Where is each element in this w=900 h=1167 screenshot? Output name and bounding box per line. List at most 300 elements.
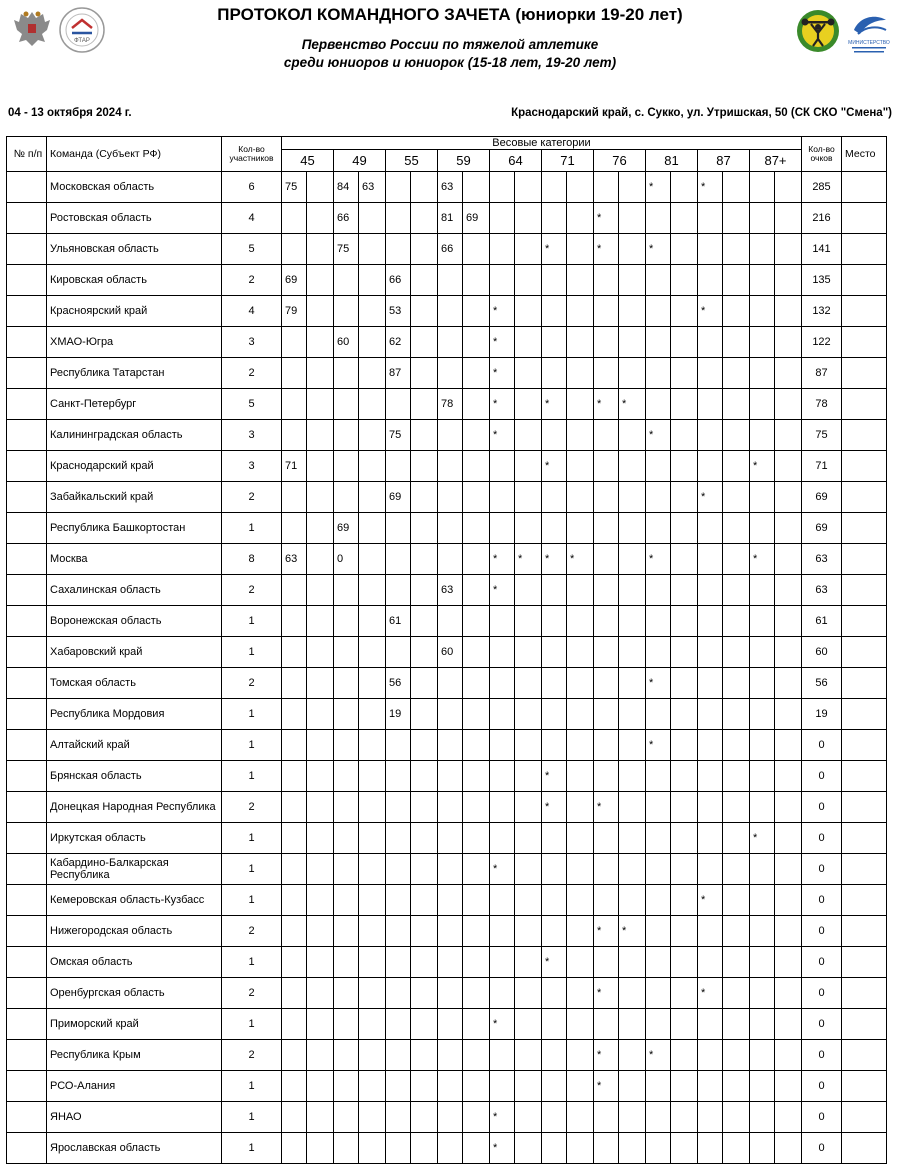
score-cell: 75 [282, 172, 307, 203]
score-cell [567, 203, 594, 234]
score-cell [282, 1071, 307, 1102]
score-cell [750, 730, 775, 761]
score-cell [359, 358, 386, 389]
score-cell [490, 265, 515, 296]
score-cell [698, 575, 723, 606]
score-cell [463, 1009, 490, 1040]
score-cell [463, 172, 490, 203]
participants-cell: 5 [222, 389, 282, 420]
row-number-cell [7, 947, 47, 978]
score-cell [567, 296, 594, 327]
score-cell [463, 358, 490, 389]
score-cell: 62 [386, 327, 411, 358]
header-number: № п/п [7, 137, 47, 172]
participants-cell: 1 [222, 947, 282, 978]
score-cell [359, 854, 386, 885]
score-cell: * [542, 544, 567, 575]
table-row [7, 203, 887, 234]
team-name-cell: Ярославская область [47, 1133, 222, 1164]
score-cell: 75 [334, 234, 359, 265]
score-cell [594, 885, 619, 916]
participants-cell: 1 [222, 1102, 282, 1133]
score-cell [594, 606, 619, 637]
competition-venue: Краснодарский край, с. Сукко, ул. Утришская, 50 (СК СКО "Смена") [511, 107, 892, 119]
score-cell [411, 234, 438, 265]
score-cell [307, 389, 334, 420]
table-row [7, 823, 887, 854]
score-cell [515, 1009, 542, 1040]
score-cell [490, 1071, 515, 1102]
score-cell [334, 358, 359, 389]
score-cell [750, 203, 775, 234]
total-points-cell: 135 [802, 265, 842, 296]
place-cell [842, 730, 887, 761]
score-cell [542, 668, 567, 699]
participants-cell: 4 [222, 203, 282, 234]
score-cell [411, 792, 438, 823]
subtitle-championship: Первенство России по тяжелой атлетике [301, 37, 599, 52]
score-cell [463, 296, 490, 327]
score-cell: * [646, 234, 671, 265]
score-cell [775, 203, 802, 234]
score-cell [307, 1102, 334, 1133]
score-cell: * [646, 668, 671, 699]
score-cell: * [646, 1040, 671, 1071]
weight-category-header: 87+ [750, 150, 802, 172]
score-cell: * [646, 730, 671, 761]
score-cell [359, 327, 386, 358]
federation-logo-text: ФТАР [74, 38, 90, 44]
score-cell [671, 947, 698, 978]
table-row [7, 606, 887, 637]
header-points: Кол-во очков [802, 137, 842, 172]
score-cell [671, 296, 698, 327]
score-cell: * [490, 1133, 515, 1164]
score-cell [334, 389, 359, 420]
score-cell [698, 1102, 723, 1133]
row-number-cell [7, 296, 47, 327]
score-cell [411, 823, 438, 854]
score-cell [619, 1102, 646, 1133]
score-cell [698, 730, 723, 761]
score-cell [438, 1102, 463, 1133]
total-points-cell: 69 [802, 482, 842, 513]
place-cell [842, 234, 887, 265]
score-cell [463, 823, 490, 854]
score-cell [542, 699, 567, 730]
row-number-cell [7, 327, 47, 358]
score-cell [594, 947, 619, 978]
score-cell: 78 [438, 389, 463, 420]
score-cell [359, 761, 386, 792]
score-cell [619, 172, 646, 203]
total-points-cell: 141 [802, 234, 842, 265]
score-cell [438, 1071, 463, 1102]
score-cell [723, 1133, 750, 1164]
score-cell: 19 [386, 699, 411, 730]
score-cell: * [619, 916, 646, 947]
table-row [7, 544, 887, 575]
score-cell [334, 451, 359, 482]
team-name-cell: Приморский край [47, 1009, 222, 1040]
score-cell [386, 1133, 411, 1164]
score-cell [282, 1009, 307, 1040]
team-name-cell: РСО-Алания [47, 1071, 222, 1102]
score-cell [515, 513, 542, 544]
weight-category-header: 76 [594, 150, 646, 172]
score-cell [567, 916, 594, 947]
score-cell [594, 699, 619, 730]
score-cell [750, 1133, 775, 1164]
score-cell [567, 823, 594, 854]
score-cell [775, 575, 802, 606]
participants-cell: 1 [222, 730, 282, 761]
row-number-cell [7, 606, 47, 637]
participants-cell: 2 [222, 916, 282, 947]
total-points-cell: 78 [802, 389, 842, 420]
score-cell [750, 234, 775, 265]
score-cell [542, 1071, 567, 1102]
score-cell [698, 358, 723, 389]
score-cell: 60 [334, 327, 359, 358]
score-cell [775, 947, 802, 978]
score-cell [646, 1133, 671, 1164]
score-cell [386, 172, 411, 203]
score-cell [542, 885, 567, 916]
score-cell [490, 203, 515, 234]
score-cell [411, 916, 438, 947]
score-cell: 87 [386, 358, 411, 389]
score-cell [411, 699, 438, 730]
team-name-cell: Краснодарский край [47, 451, 222, 482]
score-cell [698, 544, 723, 575]
score-cell [359, 1040, 386, 1071]
table-row [7, 1071, 887, 1102]
score-cell: 79 [282, 296, 307, 327]
score-cell [671, 885, 698, 916]
score-cell [282, 854, 307, 885]
place-cell [842, 575, 887, 606]
score-cell [698, 265, 723, 296]
score-cell [359, 668, 386, 699]
score-cell [750, 668, 775, 699]
table-row [7, 792, 887, 823]
score-cell [723, 637, 750, 668]
score-cell [438, 854, 463, 885]
total-points-cell: 56 [802, 668, 842, 699]
score-cell [567, 1040, 594, 1071]
score-cell [515, 978, 542, 1009]
score-cell: 69 [334, 513, 359, 544]
score-cell [594, 513, 619, 544]
score-cell [775, 699, 802, 730]
row-number-cell [7, 451, 47, 482]
score-cell [542, 265, 567, 296]
place-cell [842, 668, 887, 699]
team-name-cell: ХМАО-Югра [47, 327, 222, 358]
score-cell [334, 947, 359, 978]
score-cell [723, 823, 750, 854]
score-cell [594, 823, 619, 854]
score-cell [463, 668, 490, 699]
score-cell [386, 1040, 411, 1071]
score-cell [542, 327, 567, 358]
score-cell [698, 1009, 723, 1040]
score-cell [334, 854, 359, 885]
score-cell [750, 172, 775, 203]
score-cell [723, 265, 750, 296]
score-cell [698, 668, 723, 699]
score-cell [698, 637, 723, 668]
score-cell [282, 668, 307, 699]
score-cell [723, 761, 750, 792]
team-name-cell: Республика Мордовия [47, 699, 222, 730]
score-cell: * [698, 978, 723, 1009]
score-cell [671, 513, 698, 544]
participants-cell: 1 [222, 885, 282, 916]
score-cell [334, 606, 359, 637]
score-cell [775, 637, 802, 668]
table-row [7, 296, 887, 327]
score-cell [671, 854, 698, 885]
score-cell [723, 451, 750, 482]
score-cell [567, 1133, 594, 1164]
score-cell [411, 885, 438, 916]
score-cell: 61 [386, 606, 411, 637]
score-cell [386, 451, 411, 482]
score-cell [750, 389, 775, 420]
score-cell [282, 234, 307, 265]
score-cell [334, 1009, 359, 1040]
participants-cell: 3 [222, 451, 282, 482]
participants-cell: 2 [222, 978, 282, 1009]
total-points-cell: 63 [802, 575, 842, 606]
score-cell [282, 792, 307, 823]
score-cell [619, 296, 646, 327]
score-cell [334, 420, 359, 451]
score-cell [463, 575, 490, 606]
row-number-cell [7, 823, 47, 854]
score-cell [671, 730, 698, 761]
team-name-cell: Оренбургская область [47, 978, 222, 1009]
score-cell [307, 544, 334, 575]
score-cell [671, 265, 698, 296]
score-cell [775, 1009, 802, 1040]
score-cell [567, 1071, 594, 1102]
score-cell [515, 575, 542, 606]
score-cell [411, 1133, 438, 1164]
score-cell [490, 947, 515, 978]
score-cell [567, 1009, 594, 1040]
table-row [7, 482, 887, 513]
score-cell [723, 854, 750, 885]
score-cell [723, 1102, 750, 1133]
score-cell [567, 265, 594, 296]
score-cell [567, 947, 594, 978]
score-cell [619, 327, 646, 358]
score-cell [463, 389, 490, 420]
score-cell [463, 792, 490, 823]
total-points-cell: 69 [802, 513, 842, 544]
score-cell [671, 575, 698, 606]
score-cell [438, 296, 463, 327]
score-cell [359, 947, 386, 978]
team-name-cell: Брянская область [47, 761, 222, 792]
score-cell [750, 1040, 775, 1071]
score-cell: * [698, 172, 723, 203]
score-cell: * [698, 885, 723, 916]
score-cell [515, 730, 542, 761]
score-cell [411, 203, 438, 234]
score-cell [698, 420, 723, 451]
score-cell [359, 1009, 386, 1040]
score-cell [750, 358, 775, 389]
score-cell [307, 699, 334, 730]
weight-category-header: 49 [334, 150, 386, 172]
total-points-cell: 285 [802, 172, 842, 203]
score-cell [386, 885, 411, 916]
participants-cell: 3 [222, 327, 282, 358]
score-cell [619, 668, 646, 699]
score-cell [282, 358, 307, 389]
score-cell [386, 730, 411, 761]
place-cell [842, 203, 887, 234]
score-cell [490, 668, 515, 699]
participants-cell: 8 [222, 544, 282, 575]
score-cell [307, 823, 334, 854]
score-cell [646, 575, 671, 606]
score-cell [438, 482, 463, 513]
score-cell [594, 358, 619, 389]
score-cell [359, 575, 386, 606]
score-cell [359, 265, 386, 296]
score-cell: * [594, 916, 619, 947]
score-cell [775, 234, 802, 265]
score-cell [515, 916, 542, 947]
score-cell [723, 389, 750, 420]
score-cell [567, 606, 594, 637]
row-number-cell [7, 389, 47, 420]
score-cell [463, 234, 490, 265]
page-title: ПРОТОКОЛ КОМАНДНОГО ЗАЧЕТА (юниорки 19-20 лет) [217, 5, 683, 24]
place-cell [842, 1040, 887, 1071]
score-cell [307, 792, 334, 823]
place-cell [842, 606, 887, 637]
score-cell [438, 978, 463, 1009]
score-cell [567, 854, 594, 885]
score-cell [698, 1071, 723, 1102]
score-cell [438, 699, 463, 730]
score-cell [463, 1040, 490, 1071]
score-cell [515, 265, 542, 296]
team-name-cell: Кемеровская область-Кузбасс [47, 885, 222, 916]
score-cell [646, 513, 671, 544]
score-cell [775, 1133, 802, 1164]
score-cell [282, 916, 307, 947]
score-cell [307, 1133, 334, 1164]
score-cell [463, 1133, 490, 1164]
place-cell [842, 482, 887, 513]
score-cell [438, 1009, 463, 1040]
score-cell [567, 482, 594, 513]
score-cell [750, 482, 775, 513]
table-row [7, 668, 887, 699]
participants-cell: 2 [222, 668, 282, 699]
place-cell [842, 172, 887, 203]
participants-cell: 1 [222, 1133, 282, 1164]
score-cell [619, 885, 646, 916]
score-cell [698, 854, 723, 885]
score-cell [307, 885, 334, 916]
score-cell [515, 358, 542, 389]
score-cell [698, 203, 723, 234]
score-cell [619, 637, 646, 668]
score-cell [646, 296, 671, 327]
score-cell [515, 699, 542, 730]
score-cell [438, 761, 463, 792]
score-cell [334, 1102, 359, 1133]
score-cell [671, 172, 698, 203]
score-cell [723, 730, 750, 761]
score-cell [646, 916, 671, 947]
score-cell [698, 699, 723, 730]
participants-cell: 1 [222, 1009, 282, 1040]
score-cell [463, 637, 490, 668]
score-cell [463, 513, 490, 544]
score-cell [438, 358, 463, 389]
score-cell [542, 172, 567, 203]
score-cell [515, 172, 542, 203]
participants-cell: 1 [222, 1071, 282, 1102]
score-cell [463, 544, 490, 575]
score-cell [334, 1040, 359, 1071]
score-cell [386, 234, 411, 265]
score-cell [542, 513, 567, 544]
score-cell [411, 451, 438, 482]
score-cell [282, 978, 307, 1009]
table-row [7, 389, 887, 420]
standings-body [7, 172, 887, 1164]
team-name-cell: Красноярский край [47, 296, 222, 327]
subtitle-age-groups: среди юниоров и юниорок (15-18 лет, 19-20 лет) [283, 55, 617, 70]
team-name-cell: Омская область [47, 947, 222, 978]
weight-category-header: 71 [542, 150, 594, 172]
score-cell [411, 296, 438, 327]
score-cell [594, 172, 619, 203]
score-cell [307, 1040, 334, 1071]
team-name-cell: ЯНАО [47, 1102, 222, 1133]
header-team: Команда (Субъект РФ) [47, 137, 222, 172]
score-cell [594, 420, 619, 451]
score-cell [646, 823, 671, 854]
score-cell [490, 761, 515, 792]
score-cell [515, 451, 542, 482]
table-row [7, 327, 887, 358]
score-cell [515, 823, 542, 854]
row-number-cell [7, 420, 47, 451]
score-cell [334, 1071, 359, 1102]
score-cell [594, 854, 619, 885]
score-cell [490, 792, 515, 823]
score-cell [411, 513, 438, 544]
score-cell [723, 296, 750, 327]
score-cell [646, 451, 671, 482]
score-cell [463, 978, 490, 1009]
row-number-cell [7, 637, 47, 668]
score-cell [750, 699, 775, 730]
score-cell [334, 916, 359, 947]
score-cell [567, 358, 594, 389]
